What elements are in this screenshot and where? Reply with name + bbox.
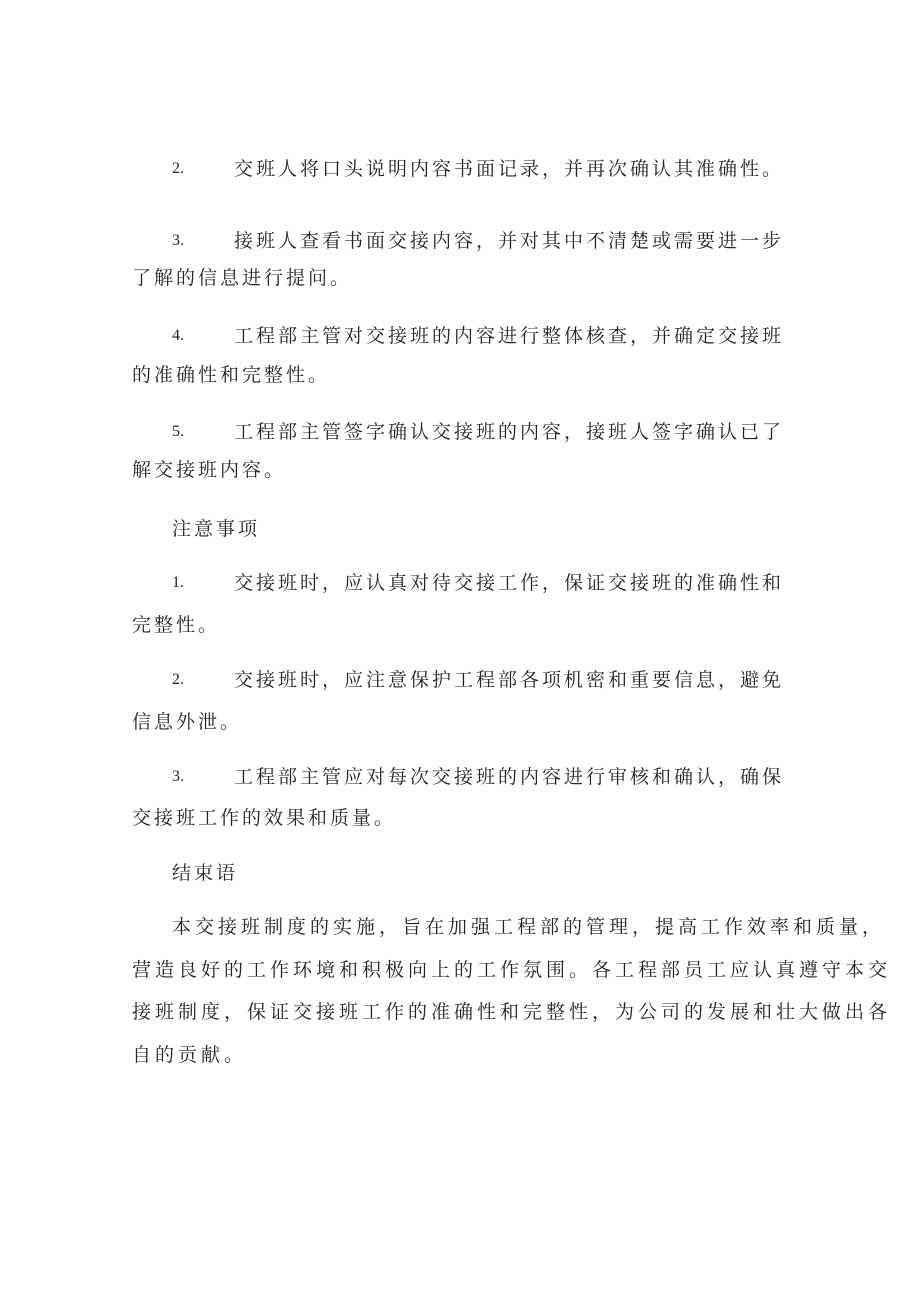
paragraph-line: 自的贡献。 <box>132 1044 248 1066</box>
item-text: 工程部主管签字确认交接班的内容，接班人签字确认已了 <box>234 421 785 443</box>
item-text-continued: 完整性。 <box>132 614 221 636</box>
item-text: 交班人将口头说明内容书面记录，并再次确认其准确性。 <box>234 158 785 180</box>
item-number: 3. <box>172 768 184 785</box>
item-text-continued: 解交接班内容。 <box>132 459 287 481</box>
item-text-continued: 交接班工作的效果和质量。 <box>132 807 397 829</box>
section-heading-notes: 注意事项 <box>172 518 261 540</box>
paragraph-line: 本交接班制度的实施，旨在加强工程部的管理，提高工作效率和质量， <box>172 916 886 938</box>
item-text-continued: 的准确性和完整性。 <box>132 364 331 386</box>
item-text: 工程部主管对交接班的内容进行整体核查，并确定交接班 <box>234 325 785 347</box>
item-text: 工程部主管应对每次交接班的内容进行审核和确认，确保 <box>234 766 785 788</box>
paragraph-line: 接班制度，保证交接班工作的准确性和完整性，为公司的发展和壮大做出各 <box>132 1001 892 1023</box>
item-number: 5. <box>172 423 184 440</box>
item-number: 2. <box>172 160 184 177</box>
item-text: 交接班时，应认真对待交接工作，保证交接班的准确性和 <box>234 572 785 594</box>
item-number: 3. <box>172 232 184 249</box>
item-text: 交接班时，应注意保护工程部各项机密和重要信息，避免 <box>234 669 785 691</box>
item-text-continued: 信息外泄。 <box>132 711 243 733</box>
item-text: 接班人查看书面交接内容，并对其中不清楚或需要进一步 <box>234 230 785 252</box>
item-text-continued: 了解的信息进行提问。 <box>132 267 353 289</box>
item-number: 2. <box>172 671 184 688</box>
item-number: 1. <box>172 574 184 591</box>
item-number: 4. <box>172 327 184 344</box>
paragraph-line: 营造良好的工作环境和积极向上的工作氛围。各工程部员工应认真遵守本交 <box>132 959 892 981</box>
section-heading-closing: 结束语 <box>172 862 239 884</box>
